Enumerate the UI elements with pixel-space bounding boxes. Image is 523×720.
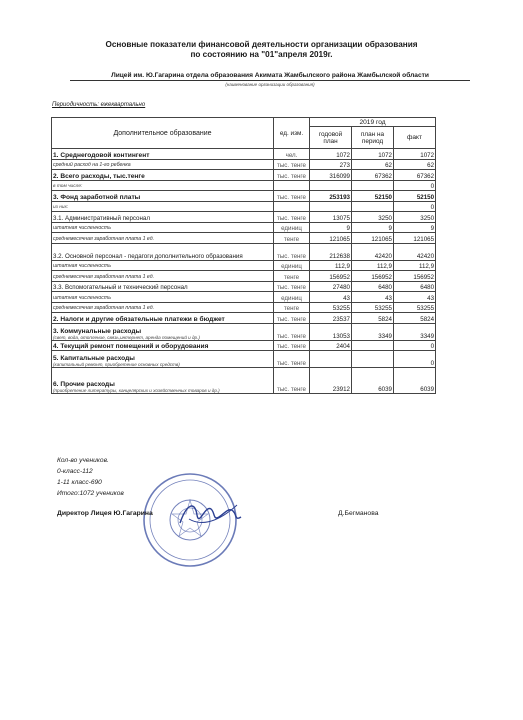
row-unit: тыс. тенге (274, 323, 310, 340)
students-total: Итого:1072 учеников (57, 490, 124, 497)
row-name-text: среднемесячная заработная плата 1 ед. (53, 235, 155, 242)
row-name (52, 233, 274, 244)
row-name-text: среднемесячная заработная плата 1 ед. (53, 305, 155, 311)
row-unit: единиц (274, 292, 310, 303)
table-row (52, 243, 436, 260)
row-value-v1: 9 (310, 222, 352, 233)
row-name-note: (свет, вода, отопление, связь,интернет, аренда помещений и др.) (53, 334, 200, 340)
row-name-text: 3. Коммунальные расходы (53, 327, 142, 335)
row-value-v3: 0 (394, 180, 436, 191)
table-row (52, 180, 436, 191)
row-unit: тыс. тенге (274, 351, 310, 368)
row-name-text: 6. Прочие расходы (53, 381, 115, 388)
row-name-text: 3.3. Вспомогательный и технический персонал (53, 284, 188, 291)
row-name-text: 4. Текущий ремонт помещений и оборудования (53, 343, 209, 350)
signature-icon (175, 495, 245, 535)
row-name (52, 159, 274, 170)
row-unit: тыс. тенге (274, 170, 310, 181)
table-row (52, 340, 436, 351)
row-unit: тенге (274, 302, 310, 313)
row-value-v2: 42420 (352, 243, 394, 260)
row-value-v2: 52150 (352, 191, 394, 202)
row-value-v1: 121065 (310, 233, 352, 244)
row-name-text: в том числе: (53, 184, 83, 189)
row-value-v2: 53255 (352, 302, 394, 313)
row-value-v3: 62 (394, 159, 436, 170)
row-name-text: 2. Всего расходы, тыс.тенге (53, 172, 145, 180)
row-name (52, 292, 274, 303)
table-body (52, 149, 436, 394)
row-value-v2: 3349 (352, 323, 394, 340)
row-name-text: 1. Среднегодовой контингент (53, 151, 150, 159)
row-value-v3: 52150 (394, 191, 436, 202)
row-name (52, 170, 274, 181)
row-value-v3: 3349 (394, 323, 436, 340)
row-value-v3: 5824 (394, 313, 436, 324)
row-name-text: 3. Фонд заработной платы (53, 193, 141, 201)
row-name-note: (приобретение литературы, канцелярских и хозяйственных товаров и др.) (53, 388, 220, 393)
row-value-v3: 6480 (394, 281, 436, 292)
row-unit (274, 180, 310, 191)
organization-name: Лицей им. Ю.Гагарина отдела образования Акимата Жамбылского района Жамбылской области (70, 72, 470, 81)
row-value-v2 (352, 180, 394, 191)
director-name: Д.Бегманова (338, 510, 379, 517)
row-value-v2: 5824 (352, 313, 394, 324)
row-name (52, 260, 274, 271)
row-name-text: штатная численность (53, 263, 111, 269)
row-unit: чел. (274, 149, 310, 160)
table-row (52, 201, 436, 212)
row-unit: тыс. тенге (274, 368, 310, 394)
row-value-v3: 6039 (394, 368, 436, 394)
row-name-note: (капитальный ремонт, приобретение основных средств) (53, 362, 180, 367)
row-value-v1: 23912 (310, 368, 352, 394)
row-unit: единиц (274, 260, 310, 271)
row-value-v2: 112,9 (352, 260, 394, 271)
row-unit: единиц (274, 222, 310, 233)
row-value-v1 (310, 201, 352, 212)
row-value-v1: 27480 (310, 281, 352, 292)
row-value-v3: 53255 (394, 302, 436, 313)
students-count-label: Кол-во учеников. (57, 457, 109, 464)
table-row (52, 149, 436, 160)
row-value-v1: 13053 (310, 323, 352, 340)
row-name (52, 271, 274, 282)
row-value-v3: 1072 (394, 149, 436, 160)
row-value-v3: 156952 (394, 271, 436, 282)
row-value-v2: 6480 (352, 281, 394, 292)
row-name (52, 180, 274, 191)
periodicity-label: Периодичность: ежеквартально (52, 102, 146, 108)
row-name-text: из них: (53, 205, 69, 210)
row-unit: тыс. тенге (274, 313, 310, 324)
row-name (52, 201, 274, 212)
row-unit: тенге (274, 233, 310, 244)
row-name (52, 243, 274, 260)
row-value-v1: 13075 (310, 212, 352, 223)
row-value-v1: 212638 (310, 243, 352, 260)
row-name-text: 3.1. Административный персонал (53, 214, 150, 222)
row-value-v3: 9 (394, 222, 436, 233)
row-value-v3: 0 (394, 351, 436, 368)
row-value-v1: 316099 (310, 170, 352, 181)
header-fact: факт (394, 127, 436, 149)
row-value-v2: 43 (352, 292, 394, 303)
row-name (52, 340, 274, 351)
row-value-v2: 6039 (352, 368, 394, 394)
table-row (52, 351, 436, 368)
row-value-v3: 42420 (394, 243, 436, 260)
row-name (52, 281, 274, 292)
row-name (52, 351, 274, 368)
header-plan-year: годовой план (310, 127, 352, 149)
row-name (52, 313, 274, 324)
header-name: Дополнительное образование (52, 118, 274, 149)
row-value-v1: 1072 (310, 149, 352, 160)
row-value-v1: 273 (310, 159, 352, 170)
row-value-v1: 43 (310, 292, 352, 303)
table-row (52, 191, 436, 202)
row-value-v2: 9 (352, 222, 394, 233)
table-row (52, 271, 436, 282)
table-row (52, 302, 436, 313)
row-name (52, 212, 274, 223)
table-row (52, 323, 436, 340)
row-value-v2: 156952 (352, 271, 394, 282)
row-value-v3: 43 (394, 292, 436, 303)
row-unit: тыс. тенге (274, 340, 310, 351)
row-value-v1 (310, 351, 352, 368)
row-unit: тыс. тенге (274, 191, 310, 202)
row-unit: тенге (274, 271, 310, 282)
students-class-0: 0-класс-112 (57, 468, 93, 475)
row-unit (274, 201, 310, 212)
row-name (52, 302, 274, 313)
title-line-1: Основные показатели финансовой деятельности организации образования (105, 40, 418, 49)
row-value-v2 (352, 201, 394, 212)
row-value-v3: 3250 (394, 212, 436, 223)
row-name-text: штатная численность (53, 294, 111, 301)
header-year: 2019 год (310, 118, 436, 127)
row-value-v1: 112,9 (310, 260, 352, 271)
table-row (52, 222, 436, 233)
row-name (52, 368, 274, 394)
row-name-text: 3.2. Основной персонал - педагоги дополнительного образования (53, 252, 243, 260)
organization-caption: (наименование организации образования) (225, 82, 315, 87)
director-label: Директор Лицея Ю.Гагарина (57, 510, 153, 517)
row-name-text: среднемесячная заработная плата 1 ед. (53, 273, 155, 280)
row-value-v3: 121065 (394, 233, 436, 244)
financial-indicators-table (51, 117, 436, 394)
table-row (52, 159, 436, 170)
row-value-v3: 67362 (394, 170, 436, 181)
row-name (52, 191, 274, 202)
row-name (52, 149, 274, 160)
row-value-v1 (310, 180, 352, 191)
row-value-v3: 0 (394, 340, 436, 351)
row-value-v2: 121065 (352, 233, 394, 244)
row-value-v1: 253193 (310, 191, 352, 202)
row-unit: тыс. тенге (274, 281, 310, 292)
students-class-1-11: 1-11 класс-690 (57, 479, 102, 486)
row-value-v3: 0 (394, 201, 436, 212)
title-line-2: по состоянию на "01"апреля 2019г. (190, 50, 333, 59)
table-row (52, 233, 436, 244)
row-value-v2 (352, 340, 394, 351)
row-unit: тыс. тенге (274, 159, 310, 170)
table-row (52, 313, 436, 324)
row-value-v2: 62 (352, 159, 394, 170)
row-value-v2 (352, 351, 394, 368)
row-name-text: 2. Налоги и другие обязательные платежи в бюджет (53, 315, 225, 323)
header-unit: ед. изм. (274, 118, 310, 149)
row-value-v1: 156952 (310, 271, 352, 282)
row-name-text: 5. Капитальные расходы (53, 355, 135, 362)
row-value-v1: 23537 (310, 313, 352, 324)
row-name-text: штатная численность (53, 225, 111, 231)
table-row (52, 368, 436, 394)
row-value-v3: 112,9 (394, 260, 436, 271)
row-name-text: средний расход на 1-го ребенка (53, 162, 131, 168)
row-unit: тыс. тенге (274, 243, 310, 260)
row-value-v2: 3250 (352, 212, 394, 223)
row-name (52, 323, 274, 340)
header-plan-period: план на период (352, 127, 394, 149)
table-row (52, 281, 436, 292)
table-row (52, 260, 436, 271)
row-value-v2: 1072 (352, 149, 394, 160)
table-row (52, 212, 436, 223)
document-title (0, 40, 523, 60)
row-value-v1: 53255 (310, 302, 352, 313)
row-value-v2: 67362 (352, 170, 394, 181)
row-unit: тыс. тенге (274, 212, 310, 223)
table-row (52, 292, 436, 303)
row-name (52, 222, 274, 233)
row-value-v1: 2404 (310, 340, 352, 351)
table-row (52, 170, 436, 181)
